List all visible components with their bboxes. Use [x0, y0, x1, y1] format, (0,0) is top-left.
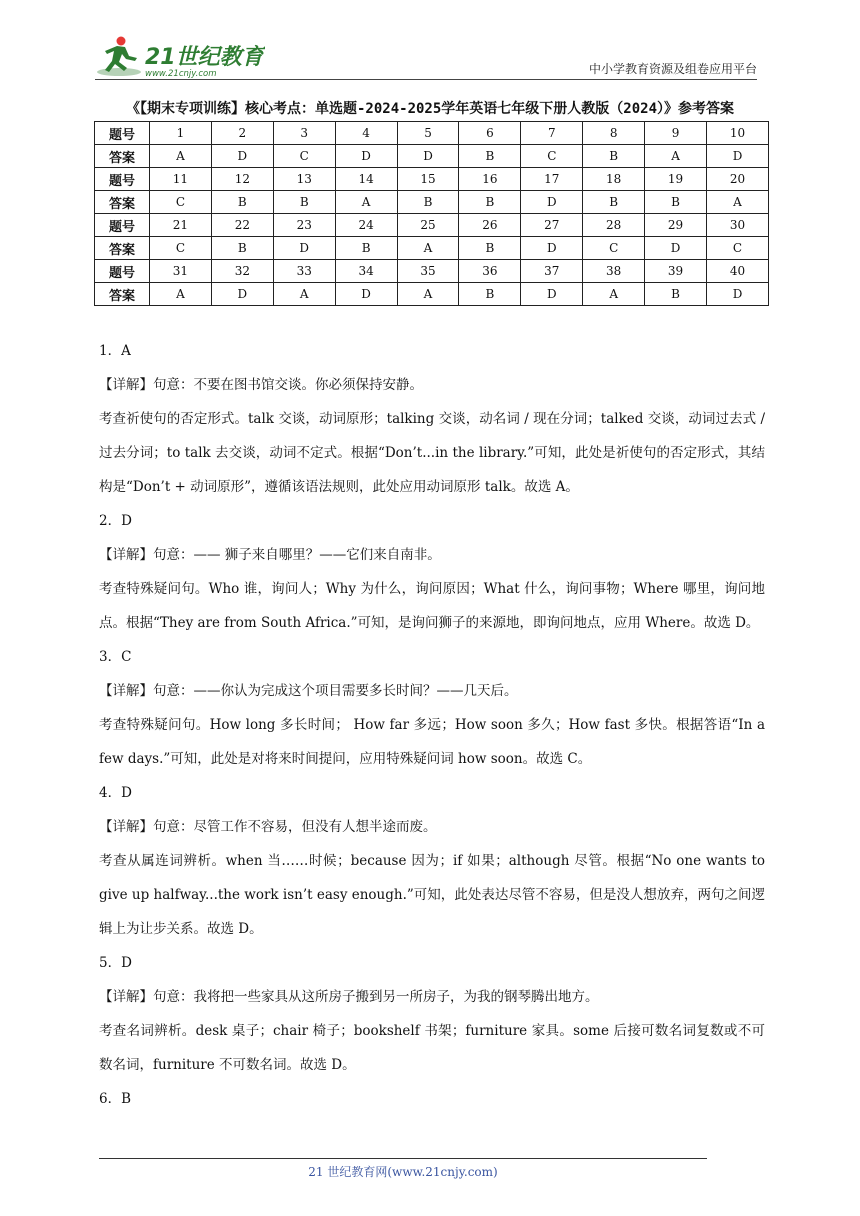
explanation-paragraph: 考查特殊疑问句。How long 多长时间； How far 多远；How soon 多久；How fast 多快。根据答语“In a few days.”可知，此处是对将来时间提问，应用特殊疑问词 how soon。故选 C。 — [99, 717, 765, 767]
answer-cell: C — [150, 191, 212, 214]
question-number-cell: 34 — [335, 260, 397, 283]
row-header: 题号 — [95, 214, 150, 237]
answer-cell: D — [521, 237, 583, 260]
question-number-cell: 32 — [211, 260, 273, 283]
question-number-cell: 39 — [645, 260, 707, 283]
row-header: 答案 — [95, 237, 150, 260]
question-answer-heading: 1．A — [99, 343, 131, 359]
svg-text:21世纪教育: 21世纪教育 — [145, 45, 264, 70]
question-number-row — [95, 122, 769, 145]
answer-cell: D — [211, 145, 273, 168]
answer-row — [95, 145, 769, 168]
answer-cell: B — [583, 191, 645, 214]
question-number-cell: 14 — [335, 168, 397, 191]
question-answer-heading: 3．C — [99, 649, 132, 665]
question-number-cell: 25 — [397, 214, 459, 237]
question-number-cell: 6 — [459, 122, 521, 145]
explanation-paragraph: 考查名词辨析。desk 桌子；chair 椅子；bookshelf 书架；furniture 家具。some 后接可数名词复数或不可数名词，furniture 不可数名词。故选 D。 — [99, 1023, 765, 1073]
answer-cell: C — [521, 145, 583, 168]
answer-row — [95, 191, 769, 214]
question-number-cell: 5 — [397, 122, 459, 145]
answer-cell: A — [645, 145, 707, 168]
question-number-cell: 22 — [211, 214, 273, 237]
question-number-cell: 1 — [150, 122, 212, 145]
question-number-cell: 18 — [583, 168, 645, 191]
document-title: 《【期末专项训练】核心考点：单选题-2024-2025学年英语七年级下册人教版（2024）》参考答案 — [126, 101, 734, 117]
answer-cell: B — [459, 283, 521, 306]
answer-cell: A — [273, 283, 335, 306]
question-number-cell: 38 — [583, 260, 645, 283]
question-number-cell: 11 — [150, 168, 212, 191]
answer-cell: D — [521, 191, 583, 214]
answer-cell: B — [459, 191, 521, 214]
question-number-cell: 4 — [335, 122, 397, 145]
question-number-cell: 28 — [583, 214, 645, 237]
answer-cell: D — [335, 283, 397, 306]
question-number-cell: 9 — [645, 122, 707, 145]
question-number-cell: 33 — [273, 260, 335, 283]
answer-cell: A — [397, 283, 459, 306]
question-number-cell: 15 — [397, 168, 459, 191]
question-number-cell: 26 — [459, 214, 521, 237]
answer-cell: A — [583, 283, 645, 306]
answer-cell: A — [335, 191, 397, 214]
answer-cell: A — [397, 237, 459, 260]
question-number-cell: 3 — [273, 122, 335, 145]
question-answer-heading: 5．D — [99, 955, 132, 971]
question-number-cell: 2 — [211, 122, 273, 145]
question-answer-heading: 2．D — [99, 513, 132, 529]
answer-cell: C — [273, 145, 335, 168]
answer-cell: C — [583, 237, 645, 260]
footer-source: 21 世纪教育网(www.21cnjy.com) — [308, 1165, 498, 1179]
answer-cell: A — [707, 191, 769, 214]
question-number-cell: 27 — [521, 214, 583, 237]
answer-row — [95, 237, 769, 260]
question-number-cell: 10 — [707, 122, 769, 145]
question-number-cell: 36 — [459, 260, 521, 283]
row-header: 题号 — [95, 260, 150, 283]
page-header — [95, 34, 757, 80]
question-number-cell: 19 — [645, 168, 707, 191]
answer-cell: D — [521, 283, 583, 306]
question-number-row — [95, 168, 769, 191]
row-header: 答案 — [95, 145, 150, 168]
answer-cell: C — [150, 237, 212, 260]
question-number-cell: 13 — [273, 168, 335, 191]
question-number-cell: 7 — [521, 122, 583, 145]
answer-cell: B — [211, 191, 273, 214]
platform-name: 中小学教育资源及组卷应用平台 — [588, 62, 757, 76]
question-number-cell: 23 — [273, 214, 335, 237]
answer-cell: D — [707, 145, 769, 168]
row-header: 题号 — [95, 168, 150, 191]
answer-cell: B — [397, 191, 459, 214]
site-logo — [95, 34, 265, 80]
answer-cell: B — [459, 237, 521, 260]
answer-cell: D — [273, 237, 335, 260]
answer-cell: D — [645, 237, 707, 260]
answer-cell: B — [459, 145, 521, 168]
question-number-cell: 24 — [335, 214, 397, 237]
answer-cell: B — [645, 191, 707, 214]
question-answer-heading: 6．B — [99, 1091, 132, 1107]
explanation-paragraph: 【详解】句意：我将把一些家具从这所房子搬到另一所房子，为我的钢琴腾出地方。 — [99, 989, 599, 1005]
answer-row — [95, 283, 769, 306]
explanation-paragraph: 考查特殊疑问句。Who 谁，询问人；Why 为什么，询问原因；What 什么，询问事物；Where 哪里，询问地点。根据“They are from South Africa.”可知，是询问狮子的来源地，即询问地点，应用 Where。故选 D。 — [99, 581, 765, 631]
svg-text:www.21cnjy.com: www.21cnjy.com — [145, 69, 217, 79]
question-number-cell: 37 — [521, 260, 583, 283]
answer-cell: B — [645, 283, 707, 306]
answer-cell: B — [583, 145, 645, 168]
explanation-paragraph: 【详解】句意：—— 狮子来自哪里？——它们来自南非。 — [99, 547, 441, 563]
question-number-cell: 29 — [645, 214, 707, 237]
answer-cell: A — [150, 145, 212, 168]
explanation-paragraph: 【详解】句意：——你认为完成这个项目需要多长时间？——几天后。 — [99, 683, 518, 699]
question-answer-heading: 4．D — [99, 785, 132, 801]
explanation-section — [99, 334, 765, 1116]
answer-cell: D — [211, 283, 273, 306]
header-divider — [95, 79, 757, 80]
answer-cell: D — [397, 145, 459, 168]
question-number-cell: 8 — [583, 122, 645, 145]
question-number-row — [95, 260, 769, 283]
question-number-cell: 21 — [150, 214, 212, 237]
answer-cell: D — [707, 283, 769, 306]
answer-cell: B — [273, 191, 335, 214]
answer-cell: D — [335, 145, 397, 168]
row-header: 答案 — [95, 283, 150, 306]
answer-table — [94, 121, 769, 306]
question-number-cell: 40 — [707, 260, 769, 283]
question-number-cell: 31 — [150, 260, 212, 283]
answer-cell: A — [150, 283, 212, 306]
question-number-cell: 20 — [707, 168, 769, 191]
answer-cell: B — [211, 237, 273, 260]
explanation-paragraph: 考查从属连词辨析。when 当……时候；because 因为；if 如果；although 尽管。根据“No one wants to give up halfway...the work isn’t easy enough.”可知，此处表达尽管不容易，但是没人想放弃，两句之间逻辑上为让步关系。故选 D。 — [99, 853, 765, 937]
explanation-paragraph: 考查祈使句的否定形式。talk 交谈，动词原形；talking 交谈，动名词 / 现在分词；talked 交谈，动词过去式 / 过去分词；to talk 去交谈，动词不定式。根据“Don’t...in the library.”可知，此处是祈使句的否定形式，其结构是“Don’t + 动词原形”，遵循该语法规则，此处应用动词原形 talk。故选 A。 — [99, 411, 765, 495]
row-header: 答案 — [95, 191, 150, 214]
question-number-row — [95, 214, 769, 237]
question-number-cell: 16 — [459, 168, 521, 191]
footer-divider — [99, 1158, 707, 1159]
question-number-cell: 17 — [521, 168, 583, 191]
question-number-cell: 12 — [211, 168, 273, 191]
explanation-paragraph: 【详解】句意：不要在图书馆交谈。你必须保持安静。 — [99, 377, 423, 393]
row-header: 题号 — [95, 122, 150, 145]
question-number-cell: 35 — [397, 260, 459, 283]
explanation-paragraph: 【详解】句意：尽管工作不容易，但没有人想半途而废。 — [99, 819, 437, 835]
answer-cell: B — [335, 237, 397, 260]
question-number-cell: 30 — [707, 214, 769, 237]
answer-cell: C — [707, 237, 769, 260]
